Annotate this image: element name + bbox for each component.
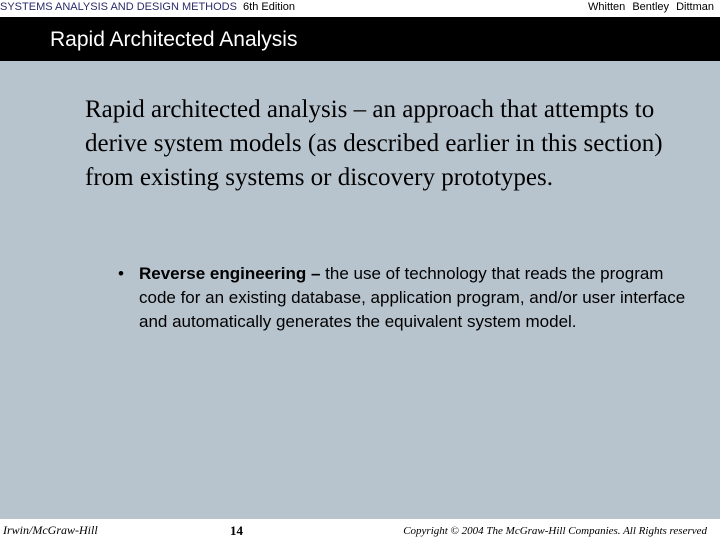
page-number: 14 bbox=[230, 523, 243, 538]
edition-label: 6th Edition bbox=[243, 1, 296, 13]
bullet-term: Reverse engineering – bbox=[139, 264, 321, 283]
slide-title: Rapid Architected Analysis bbox=[50, 28, 298, 51]
bullet-text: the use of technology that reads the program code for an existing database, application program, and/or user interface and automatically generates the equivalent system model. bbox=[139, 264, 686, 331]
footer-bar bbox=[0, 519, 720, 540]
authors: Whitten Bentley Dittman bbox=[588, 1, 714, 13]
book-title-text: SYSTEMS ANALYSIS AND DESIGN METHODS bbox=[0, 1, 237, 13]
header-bar bbox=[0, 0, 720, 17]
definition-paragraph bbox=[85, 93, 710, 195]
definition-text: – an approach that attempts to derive system models (as described earlier in this section) from existing systems or discovery prototypes. bbox=[85, 96, 663, 191]
bullet-item bbox=[118, 262, 699, 334]
publisher: Irwin/McGraw-Hill bbox=[3, 523, 98, 537]
book-title bbox=[0, 0, 295, 14]
title-band bbox=[0, 17, 720, 61]
copyright: Copyright © 2004 The McGraw-Hill Companies. All Rights reserved bbox=[403, 525, 707, 537]
bullet-dot-icon: • bbox=[118, 264, 124, 283]
definition-term: Rapid architected analysis bbox=[85, 96, 348, 123]
